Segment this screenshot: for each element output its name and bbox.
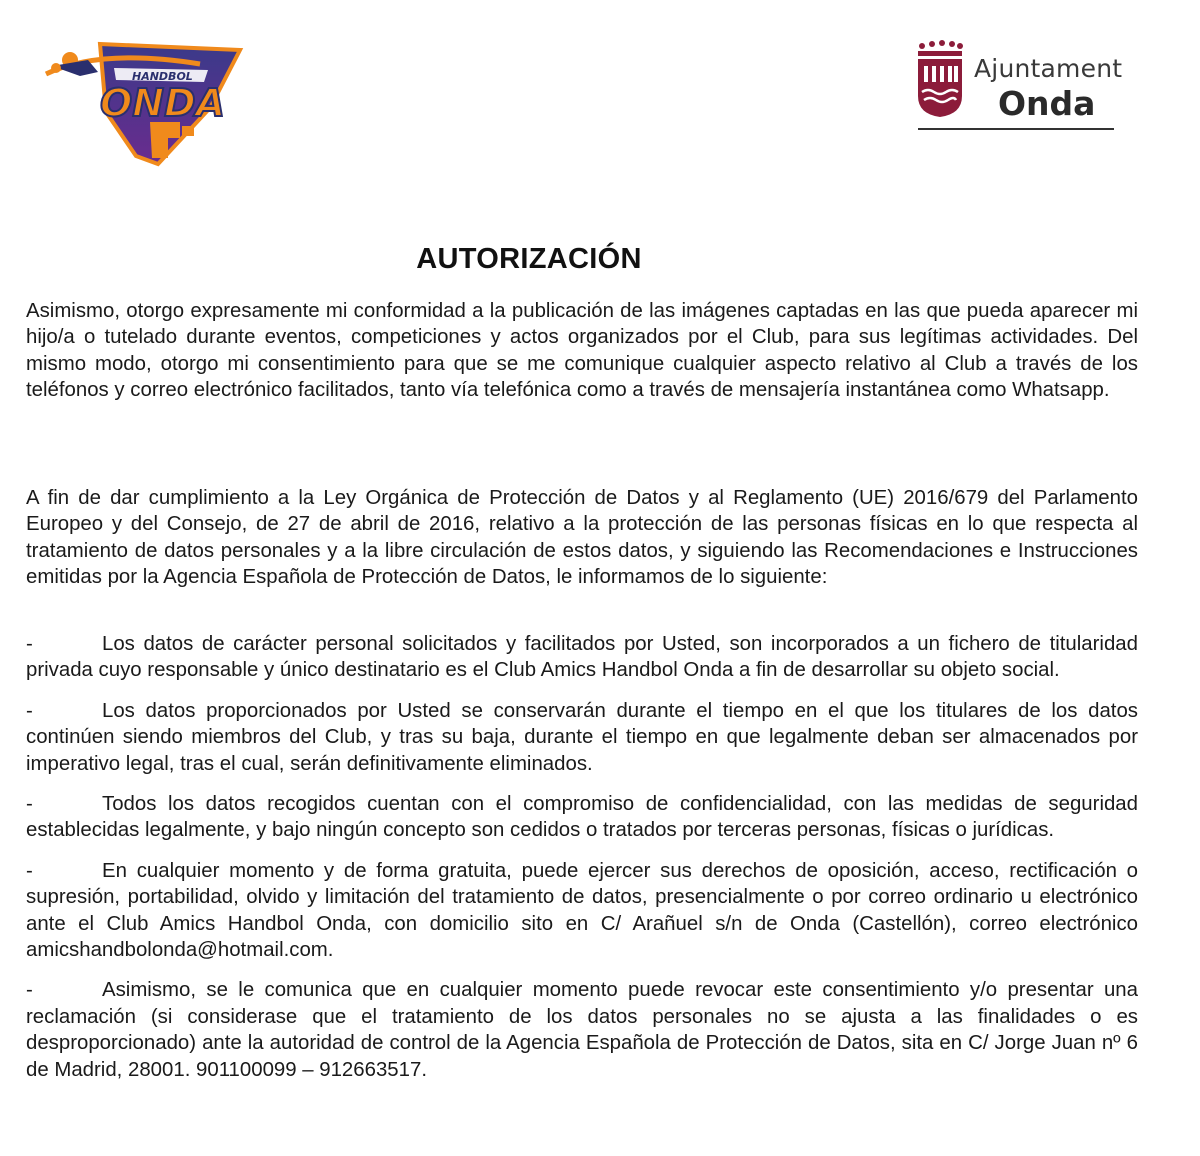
list-item-text: Los datos de carácter personal solicitados y facilitados por Usted, son incorporados a un fichero de titularidad privada cuyo responsable y único destinatario es el Club Amics Handbol Onda a fin de desarrollar su objeto social.: [26, 633, 1138, 682]
list-item: [26, 858, 1138, 964]
bullet-dash: -: [26, 859, 33, 882]
ajuntament-town-label: Onda: [998, 84, 1096, 123]
logo-text-onda: ONDA: [100, 81, 226, 125]
list-item-text: Todos los datos recogidos cuentan con el compromiso de confidencialidad, con las medidas de seguridad establecidas legalmente, y bajo ningún concepto son cedidos o tratados por terceras personas, físicas o jurídicas.: [26, 793, 1138, 842]
list-item-text: Los datos proporcionados por Usted se conservarán durante el tiempo en el que los titulares de los datos continúen siendo miembros del Club, y tras su baja, durante el tiempo en que legalmente deban ser almacenados por imperativo legal, tras el cual, serán definitivamente eliminados.: [26, 699, 1138, 775]
bullet-dash: -: [26, 633, 33, 655]
paragraph-consent-images: Asimismo, otorgo expresamente mi conformidad a la publicación de las imágenes captadas en las que pueda aparecer mi hijo/a o tutelado durante eventos, competiciones y actos organizados por el Club, para sus legítimas actividades. Del mismo modo, otorgo mi consentimiento para que se me comunique cualquier aspecto relativo al Club a través de los teléfonos y correo electrónico facilitados, tanto vía telefónica como a través de mensajería instantánea como Whatsapp.: [26, 300, 1138, 402]
bullet-dash: -: [26, 699, 33, 722]
bullet-dash: -: [26, 979, 33, 1002]
list-item: [26, 631, 1138, 684]
bullet-dash: -: [26, 793, 33, 816]
logo-text-handbol: HANDBOL: [132, 70, 193, 83]
data-protection-list: [26, 631, 1138, 1097]
list-item-text: Asimismo, se le comunica que en cualquier momento puede revocar este consentimiento y/o presentar una reclamación (si considerase que el tratamiento de los datos personales no se ajusta a las finalidades o es desproporcionado) ante la autoridad de control de la Agencia Española de Protección de Datos, sita en C/ Jorge Juan nº 6 de Madrid, 28001. 901100099 – 912663517.: [26, 979, 1138, 1081]
list-item: [26, 698, 1138, 777]
ajuntament-shield-icon: [914, 40, 964, 118]
document-title: AUTORIZACIÓN: [416, 243, 642, 275]
handbol-onda-logo: [40, 38, 250, 172]
paragraph-data-protection-intro: A fin de dar cumplimiento a la Ley Orgánica de Protección de Datos y al Reglamento (UE) 2016/679 del Parlamento Europeo y del Consejo, de 27 de abril de 2016, relativo a la protección de las personas físicas en lo que respecta al tratamiento de datos personales y a la libre circulación de estos datos, y siguiendo las Recomendaciones e Instrucciones emitidas por la Agencia Española de Protección de Datos, le informamos de lo siguiente:: [26, 487, 1138, 589]
ajuntament-label: Ajuntament: [974, 54, 1123, 83]
ajuntament-onda-logo: [914, 40, 1123, 134]
ajuntament-underline: [918, 128, 1114, 130]
list-item-text: En cualquier momento y de forma gratuita, puede ejercer sus derechos de oposición, acceso, rectificación o supresión, portabilidad, olvido y limitación del tratamiento de datos, presencialmente o por correo ordinario u electrónico ante el Club Amics Handbol Onda, con domicilio sito en C/ Arañuel s/n de Onda (Castellón), correo electrónico amicshandbolonda@hotmail.com.: [26, 859, 1138, 962]
handbol-onda-logo-graphic: [40, 38, 250, 172]
list-item: [26, 791, 1138, 844]
list-item: [26, 977, 1138, 1083]
